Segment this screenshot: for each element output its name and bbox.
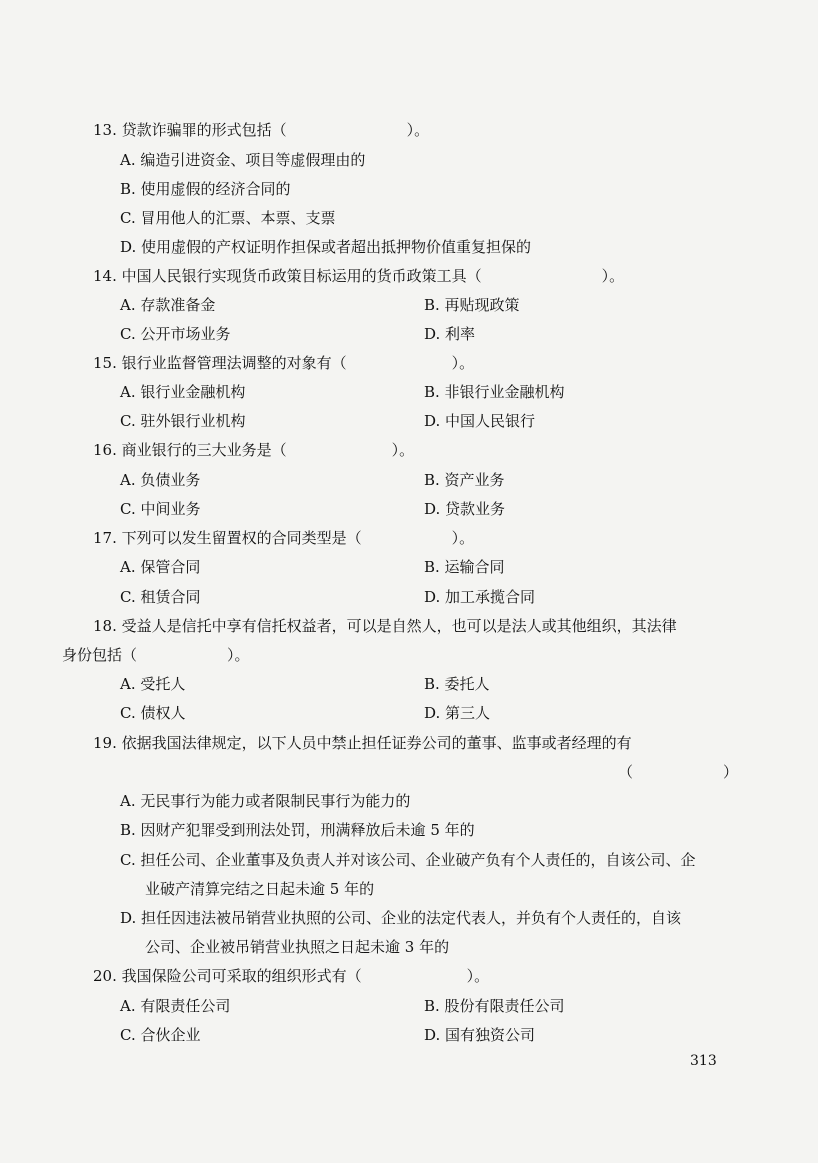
question-13-stem: 13. 贷款诈骗罪的形式包括（ ）。 [93, 121, 430, 139]
q16-option-c: C. 中间业务 [120, 500, 201, 518]
q15-option-d: D. 中国人民银行 [424, 412, 536, 430]
question-16-stem: 16. 商业银行的三大业务是（ ）。 [93, 441, 415, 459]
question-14-stem: 14. 中国人民银行实现货币政策目标运用的货币政策工具（ ）。 [93, 267, 625, 285]
question-18-stem: 18. 受益人是信托中享有信托权益者，可以是自然人，也可以是法人或其他组织，其法律 [93, 617, 677, 635]
q15-option-c: C. 驻外银行业机构 [120, 412, 246, 430]
q14-option-d: D. 利率 [424, 325, 476, 343]
q16-option-d: D. 贷款业务 [424, 500, 506, 518]
q15-option-a: A. 银行业金融机构 [120, 383, 246, 401]
q19-option-d-continued: 公司、企业被吊销营业执照之日起未逾 3 年的 [145, 938, 450, 956]
q18-option-a: A. 受托人 [120, 675, 186, 693]
question-15-stem: 15. 银行业监督管理法调整的对象有（ ）。 [93, 354, 475, 372]
q17-option-d: D. 加工承揽合同 [424, 588, 536, 606]
q16-option-b: B. 资产业务 [424, 471, 505, 489]
q20-option-b: B. 股份有限责任公司 [424, 997, 565, 1015]
q14-option-b: B. 再贴现政策 [424, 296, 520, 314]
q13-option-a: A. 编造引进资金、项目等虚假理由的 [120, 151, 366, 169]
q15-option-b: B. 非银行业金融机构 [424, 383, 565, 401]
question-18-stem-continued: 身份包括（ ）。 [62, 646, 250, 664]
q14-option-c: C. 公开市场业务 [120, 325, 231, 343]
q20-option-a: A. 有限责任公司 [120, 997, 231, 1015]
q13-option-d: D. 使用虚假的产权证明作担保或者超出抵押物价值重复担保的 [120, 238, 532, 256]
q18-option-c: C. 债权人 [120, 704, 186, 722]
q18-option-b: B. 委托人 [424, 675, 490, 693]
q13-option-b: B. 使用虚假的经济合同的 [120, 180, 291, 198]
q20-option-c: C. 合伙企业 [120, 1026, 201, 1044]
question-17-stem: 17. 下列可以发生留置权的合同类型是（ ）。 [93, 529, 475, 547]
q17-option-b: B. 运输合同 [424, 558, 505, 576]
q19-option-c: C. 担任公司、企业董事及负责人并对该公司、企业破产负有个人责任的，自该公司、企 [120, 851, 696, 869]
q16-option-a: A. 负债业务 [120, 471, 201, 489]
q18-option-d: D. 第三人 [424, 704, 491, 722]
q20-option-d: D. 国有独资公司 [424, 1026, 536, 1044]
q17-option-c: C. 租赁合同 [120, 588, 201, 606]
question-19-answer-paren: （ ） [618, 763, 739, 781]
q19-option-b: B. 因财产犯罪受到刑法处罚，刑满释放后未逾 5 年的 [120, 821, 475, 839]
q14-option-a: A. 存款准备金 [120, 296, 216, 314]
q17-option-a: A. 保管合同 [120, 558, 201, 576]
question-20-stem: 20. 我国保险公司可采取的组织形式有（ ）。 [93, 967, 490, 985]
q13-option-c: C. 冒用他人的汇票、本票、支票 [120, 209, 336, 227]
q19-option-d: D. 担任因违法被吊销营业执照的公司、企业的法定代表人，并负有个人责任的，自该 [120, 909, 682, 927]
q19-option-c-continued: 业破产清算完结之日起未逾 5 年的 [145, 880, 375, 898]
question-19-stem: 19. 依据我国法律规定，以下人员中禁止担任证券公司的董事、监事或者经理的有 [93, 734, 632, 752]
q19-option-a: A. 无民事行为能力或者限制民事行为能力的 [120, 792, 411, 810]
page-number: 313 [690, 1053, 717, 1069]
